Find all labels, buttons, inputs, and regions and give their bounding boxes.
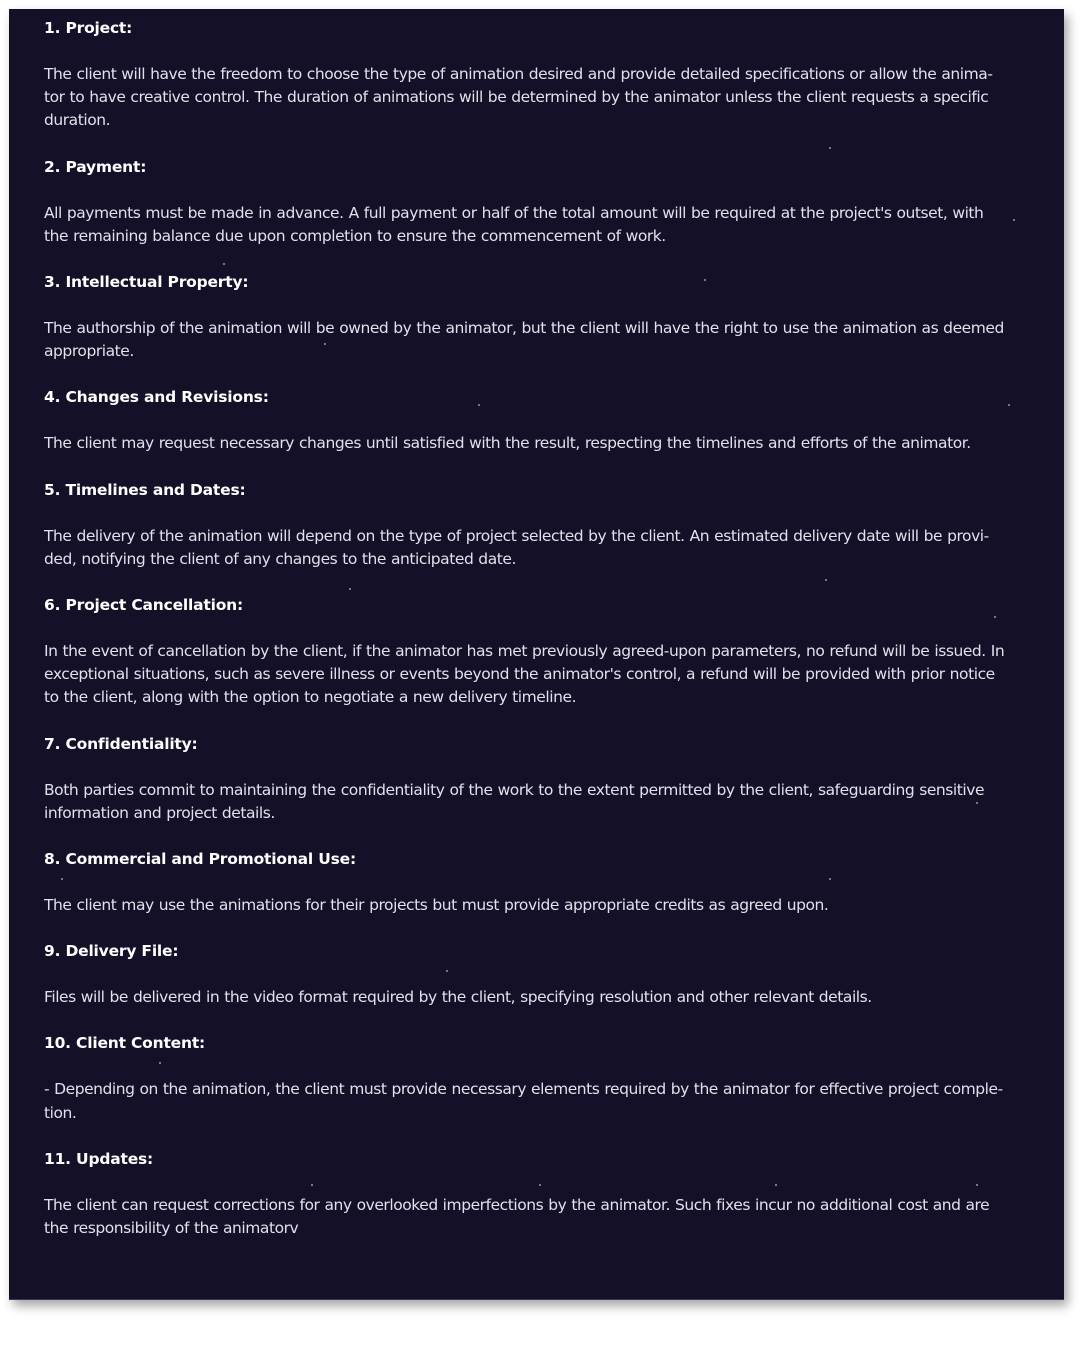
section-heading: 5. Timelines and Dates: [44, 480, 246, 499]
star-dot [61, 878, 63, 880]
star-dot [829, 147, 831, 149]
star-dot [994, 616, 996, 618]
star-dot [1013, 219, 1015, 221]
terms-section [44, 156, 1040, 248]
section-heading: 4. Changes and Revisions: [44, 388, 269, 407]
star-dot [775, 1184, 777, 1186]
star-dot [976, 1184, 978, 1186]
section-body: In the event of cancellation by the client, if the animator has met previously agreed-upon parameters, no refund will be issued. In exceptional situations, such as severe illness or events beyond the animator's control, a refund will be provided with prior notice to the client, along with the option to negotiate a new delivery timeline. [44, 642, 1005, 707]
section-heading: 7. Confidentiality: [44, 734, 198, 753]
section-heading: 8. Commercial and Promotional Use: [44, 850, 356, 869]
star-dot [1008, 404, 1010, 406]
terms-section [44, 848, 1040, 917]
star-dot [159, 1062, 161, 1064]
section-body: The client may use the animations for their projects but must provide appropriate credits as agreed upon. [44, 896, 829, 915]
terms-section [44, 733, 1040, 825]
star-dot [478, 404, 480, 406]
section-body: Files will be delivered in the video format required by the client, specifying resolution and other relevant details. [44, 988, 872, 1007]
star-dot [446, 970, 448, 972]
star-dot [539, 1184, 541, 1186]
terms-section [44, 940, 1040, 1009]
star-dot [976, 802, 978, 804]
star-dot [349, 588, 351, 590]
section-heading: 11. Updates: [44, 1149, 154, 1168]
star-dot [704, 279, 706, 281]
section-heading: 3. Intellectual Property: [44, 273, 249, 292]
section-heading: 1. Project: [44, 19, 133, 37]
section-heading: 9. Delivery File: [44, 942, 179, 961]
section-body: - Depending on the animation, the client must provide necessary elements required by the animator for effective project comple- tion. [44, 1080, 1003, 1122]
terms-sections [44, 17, 1040, 1240]
terms-section [44, 386, 1040, 455]
section-body: The client may request necessary changes until satisfied with the result, respecting the timelines and efforts of the animator. [44, 434, 971, 453]
terms-section [44, 1032, 1040, 1124]
section-heading: 6. Project Cancellation: [44, 596, 244, 615]
star-dot [223, 263, 225, 265]
terms-section [44, 17, 1040, 133]
star-dot [825, 579, 827, 581]
terms-section [44, 594, 1040, 710]
section-body: All payments must be made in advance. A full payment or half of the total amount will be required at the project's outset, with the remaining balance due upon completion to ensure the commencement of work. [44, 203, 984, 245]
terms-document-card [9, 9, 1064, 1300]
section-body: Both parties commit to maintaining the confidentiality of the work to the extent permitted by the client, safeguarding sensitive information and project details. [44, 780, 985, 822]
section-body: The authorship of the animation will be owned by the animator, but the client will have the right to use the animation as deemed appropriate. [44, 319, 1004, 361]
star-dot [829, 878, 831, 880]
star-dot [311, 1184, 313, 1186]
section-body: The delivery of the animation will depend on the type of project selected by the client. An estimated delivery date will be provi- ded, notifying the client of any changes to the anticipated date. [44, 526, 989, 568]
section-heading: 2. Payment: [44, 157, 147, 176]
section-heading: 10. Client Content: [44, 1034, 206, 1053]
star-dot [324, 343, 326, 345]
terms-section [44, 1148, 1040, 1240]
section-body: The client can request corrections for any overlooked imperfections by the animator. Such fixes incur no additional cost and are the responsibility of the animatorv [44, 1195, 990, 1238]
terms-section [44, 479, 1040, 571]
terms-section [44, 271, 1040, 363]
section-body: The client will have the freedom to choose the type of animation desired and provide detailed specifications or allow the anima- tor to have creative control. The duration of animations will be determined by the animator unless the client requests a specific duration. [44, 65, 993, 130]
